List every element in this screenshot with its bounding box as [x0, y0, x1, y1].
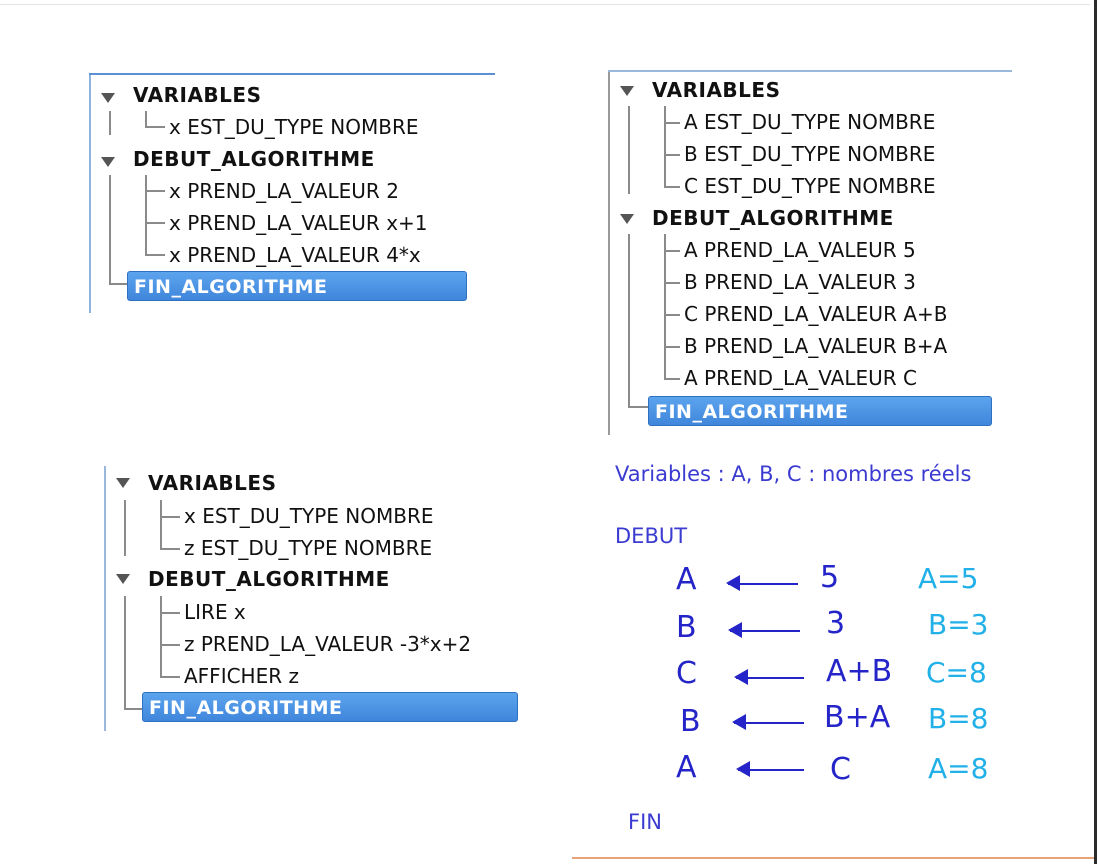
assign-var: B: [676, 610, 697, 645]
triangle-down-icon[interactable]: [620, 86, 634, 96]
left-arrow-icon: [730, 630, 800, 632]
assign-expr: B+A: [824, 700, 891, 735]
variables-node[interactable]: VARIABLES: [148, 471, 277, 495]
triangle-down-icon[interactable]: [620, 214, 634, 224]
left-arrow-icon: [734, 722, 804, 724]
assign-expr: 5: [820, 560, 840, 595]
tree-line: [145, 111, 147, 127]
tree-line: [664, 234, 666, 378]
tree-line: [628, 234, 630, 406]
fin-node-selected[interactable]: FIN_ALGORITHME: [127, 271, 467, 301]
assign-expr: 3: [826, 606, 846, 641]
tree-line: [664, 106, 666, 186]
tree-line: [664, 186, 680, 188]
tree-line: [124, 500, 126, 556]
variable-item[interactable]: B EST_DU_TYPE NOMBRE: [684, 142, 936, 166]
assign-result: C=8: [926, 656, 987, 689]
variables-node[interactable]: VARIABLES: [652, 78, 781, 102]
tree-line: [664, 122, 680, 124]
left-arrow-icon: [736, 677, 804, 679]
assign-result: B=3: [928, 608, 989, 641]
tree-line: [124, 596, 126, 708]
step-item[interactable]: B PREND_LA_VALEUR B+A: [684, 334, 948, 358]
tree-line: [160, 500, 162, 548]
assign-var: C: [676, 656, 697, 691]
tree-line: [109, 111, 111, 135]
variable-item[interactable]: z EST_DU_TYPE NOMBRE: [184, 536, 433, 560]
left-arrow-icon: [738, 769, 804, 771]
assign-var: A: [676, 562, 697, 597]
tree-line: [160, 548, 180, 550]
step-item[interactable]: AFFICHER z: [184, 664, 299, 688]
assign-result: B=8: [928, 702, 989, 735]
debut-node[interactable]: DEBUT_ALGORITHME: [148, 567, 390, 591]
debut-label: DEBUT: [615, 524, 688, 548]
tree-line: [109, 175, 111, 283]
tree-line: [628, 406, 648, 408]
tree-line: [145, 190, 165, 192]
variable-item[interactable]: x EST_DU_TYPE NOMBRE: [184, 504, 434, 528]
tree-line: [160, 516, 180, 518]
variable-item[interactable]: C EST_DU_TYPE NOMBRE: [684, 174, 936, 198]
step-item[interactable]: x PREND_LA_VALEUR 2: [169, 179, 399, 203]
tree-border: [89, 73, 91, 313]
triangle-down-icon[interactable]: [116, 478, 130, 488]
assign-result: A=5: [918, 562, 979, 595]
tree-line: [145, 254, 165, 256]
variable-item[interactable]: x EST_DU_TYPE NOMBRE: [169, 115, 419, 139]
tree-line: [109, 283, 127, 285]
tree-border: [104, 466, 106, 731]
top-divider: [0, 4, 1090, 5]
step-item[interactable]: A PREND_LA_VALEUR 5: [684, 238, 916, 262]
step-item[interactable]: A PREND_LA_VALEUR C: [684, 366, 917, 390]
tree-line: [664, 346, 680, 348]
tree-line: [160, 644, 180, 646]
step-item[interactable]: x PREND_LA_VALEUR 4*x: [169, 243, 421, 267]
tree-line: [160, 612, 180, 614]
triangle-down-icon[interactable]: [116, 574, 130, 584]
tree-line: [145, 126, 165, 128]
tree-line: [664, 314, 680, 316]
step-item[interactable]: z PREND_LA_VALEUR -3*x+2: [184, 632, 472, 656]
step-item[interactable]: C PREND_LA_VALEUR A+B: [684, 302, 948, 326]
variable-item[interactable]: A EST_DU_TYPE NOMBRE: [684, 110, 936, 134]
tree-line: [160, 596, 162, 676]
step-item[interactable]: x PREND_LA_VALEUR x+1: [169, 211, 428, 235]
tree-line: [145, 222, 165, 224]
debut-node[interactable]: DEBUT_ALGORITHME: [652, 206, 894, 230]
tree-border-top: [608, 70, 1012, 72]
fin-node-selected[interactable]: FIN_ALGORITHME: [648, 396, 992, 426]
step-item[interactable]: B PREND_LA_VALEUR 3: [684, 270, 916, 294]
algorithm-tree-1: [89, 73, 499, 313]
algorithm-tree-3: [104, 466, 524, 731]
assign-var: A: [676, 750, 697, 785]
algorithm-tree-2: [608, 70, 1018, 435]
tree-line: [664, 282, 680, 284]
tree-line: [664, 250, 680, 252]
triangle-down-icon[interactable]: [101, 157, 115, 167]
tree-line: [145, 175, 147, 255]
left-arrow-icon: [728, 583, 798, 585]
variables-declaration: Variables : A, B, C : nombres réels: [615, 462, 972, 486]
step-item[interactable]: LIRE x: [184, 600, 246, 624]
bottom-accent-line: [572, 857, 1094, 859]
debut-node[interactable]: DEBUT_ALGORITHME: [133, 147, 375, 171]
tree-line: [664, 154, 680, 156]
variables-node[interactable]: VARIABLES: [133, 83, 262, 107]
assign-result: A=8: [928, 752, 989, 785]
right-border: [1094, 0, 1097, 864]
fin-label: FIN: [628, 810, 662, 834]
fin-node-selected[interactable]: FIN_ALGORITHME: [142, 692, 518, 722]
assign-var: B: [680, 704, 701, 739]
tree-line: [628, 106, 630, 194]
tree-line: [160, 676, 180, 678]
assign-expr: C: [830, 752, 851, 787]
triangle-down-icon[interactable]: [101, 93, 115, 103]
tree-border: [608, 70, 610, 435]
tree-line: [664, 378, 680, 380]
assign-expr: A+B: [826, 654, 893, 689]
tree-border-top: [89, 73, 495, 75]
tree-line: [124, 708, 144, 710]
